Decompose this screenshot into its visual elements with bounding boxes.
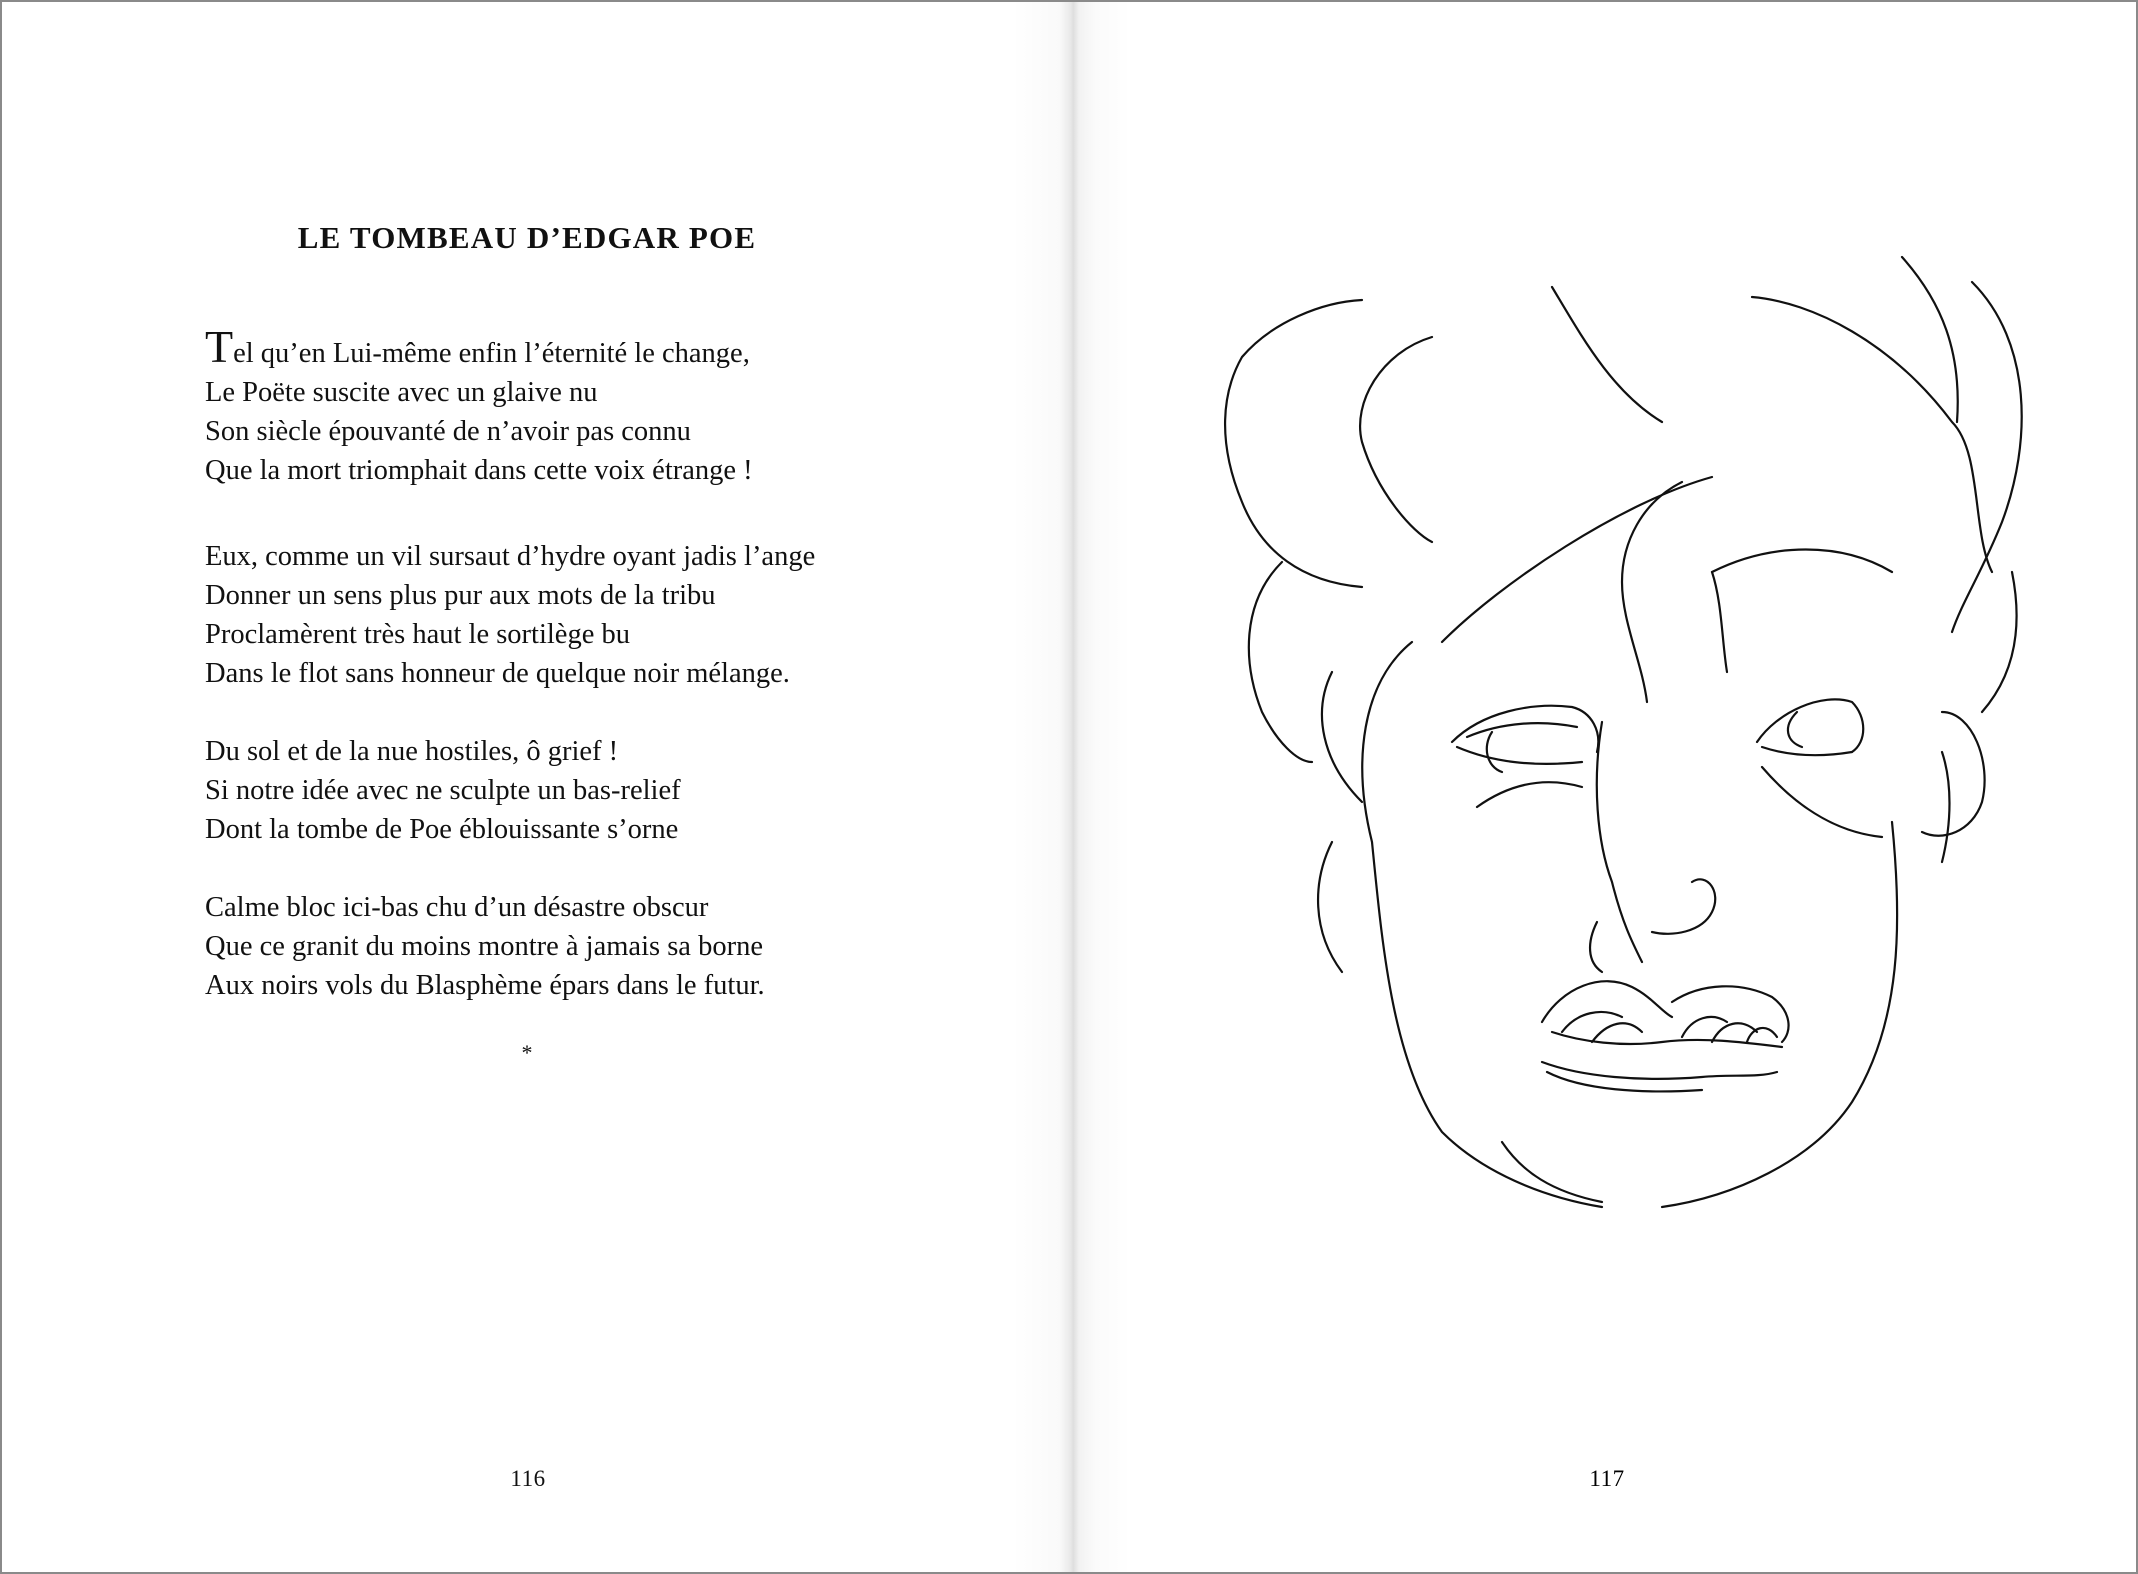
verse-line: Dans le flot sans honneur de quelque noir mélange. xyxy=(205,658,790,689)
hair-stroke xyxy=(1552,287,1662,422)
left-page xyxy=(2,2,1069,1572)
stanza-2 xyxy=(205,537,815,693)
page-number-left: 116 xyxy=(510,1466,546,1491)
page-number-right: 117 xyxy=(1589,1466,1625,1491)
verse-line: Dont la tombe de Poe éblouissante s’orne xyxy=(205,814,679,845)
right-eye xyxy=(1757,699,1863,752)
left-eye xyxy=(1457,747,1582,764)
drop-cap: T xyxy=(205,321,234,372)
hair-stroke xyxy=(1712,572,1727,672)
verse-line: Tel qu’en Lui-même enfin l’éternité le change, xyxy=(205,321,750,372)
verse-line: Si notre idée avec ne sculpte un bas-relief xyxy=(205,775,681,806)
verse-line: Son siècle épouvanté de n’avoir pas connu xyxy=(205,416,691,447)
hair-stroke xyxy=(1982,572,2017,712)
left-eye xyxy=(1467,723,1577,737)
hair-stroke xyxy=(1922,712,1985,836)
verse-line: Calme bloc ici-bas chu d’un désastre obscur xyxy=(205,892,709,923)
portrait-illustration xyxy=(1202,242,2042,1282)
section-separator: * xyxy=(521,1040,533,1065)
verse-line: Aux noirs vols du Blasphème épars dans le futur. xyxy=(205,970,765,1001)
nose xyxy=(1590,922,1602,972)
stanza-1 xyxy=(205,321,753,490)
book-spread xyxy=(2,2,2136,1572)
hair-stroke xyxy=(1360,337,1432,542)
verse-line: Eux, comme un vil sursaut d’hydre oyant jadis l’ange xyxy=(205,541,816,572)
mustache xyxy=(1592,1023,1642,1042)
mouth xyxy=(1542,1062,1777,1079)
stanza-3 xyxy=(205,732,681,849)
hair-stroke xyxy=(1942,752,1950,862)
hair-stroke xyxy=(1902,257,1958,422)
verse-line: Le Poëte suscite avec un glaive nu xyxy=(205,377,598,408)
hair-stroke xyxy=(1322,672,1362,802)
mustache xyxy=(1747,1028,1777,1042)
stanza-4 xyxy=(205,888,765,1005)
hair-stroke xyxy=(1225,300,1362,587)
hair-stroke xyxy=(1712,550,1892,573)
mouth xyxy=(1547,1072,1702,1091)
mustache xyxy=(1712,1023,1757,1042)
hair-stroke xyxy=(1318,842,1342,972)
face-outline xyxy=(1502,1142,1602,1202)
mustache xyxy=(1562,1012,1622,1032)
hair-stroke xyxy=(1752,297,1992,572)
left-eye xyxy=(1477,782,1582,807)
verse-line: Que la mort triomphait dans cette voix étrange ! xyxy=(205,455,753,486)
verse-line: Donner un sens plus pur aux mots de la tribu xyxy=(205,580,716,611)
right-eye xyxy=(1762,747,1852,755)
poem-title: LE TOMBEAU D’EDGAR POE xyxy=(297,220,757,255)
hair-stroke xyxy=(1442,477,1712,642)
mustache xyxy=(1682,1017,1727,1037)
verse-line: Que ce granit du moins montre à jamais sa borne xyxy=(205,931,763,962)
mustache xyxy=(1542,981,1672,1022)
nose xyxy=(1652,879,1715,933)
nose xyxy=(1597,722,1642,962)
mustache xyxy=(1672,986,1789,1042)
right-eye xyxy=(1788,712,1802,747)
verse-line: Du sol et de la nue hostiles, ô grief ! xyxy=(205,736,619,767)
hair-stroke xyxy=(1622,482,1682,702)
hair-stroke xyxy=(1952,282,2022,632)
face-outline xyxy=(1362,642,1602,1207)
right-eye xyxy=(1762,767,1882,837)
hair-stroke xyxy=(1249,562,1312,762)
left-eye xyxy=(1452,706,1598,752)
left-eye xyxy=(1487,732,1502,772)
verse-line: Proclamèrent très haut le sortilège bu xyxy=(205,619,630,650)
